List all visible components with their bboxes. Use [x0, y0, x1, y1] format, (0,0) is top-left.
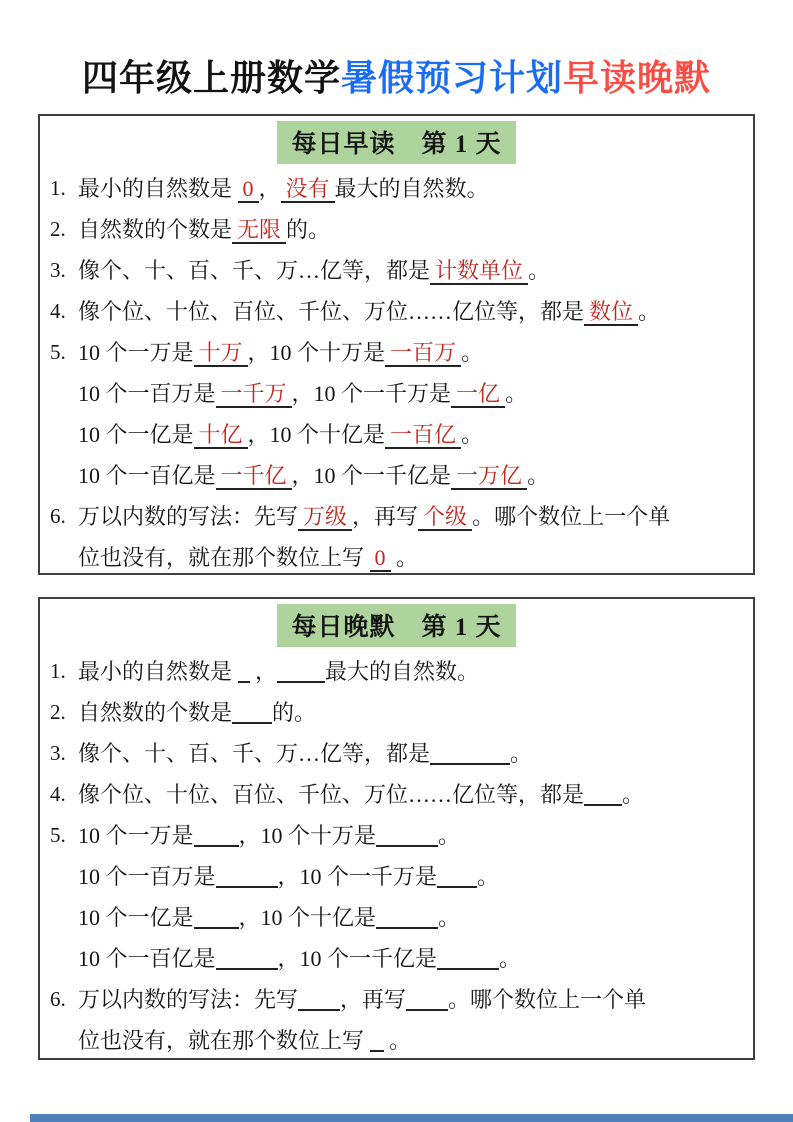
item-number: 1.	[50, 176, 66, 200]
item-text: 。	[622, 782, 645, 807]
blank-line	[437, 866, 477, 888]
answer-text: 一万亿	[451, 463, 527, 490]
page-title	[0, 50, 793, 101]
blank-line	[584, 784, 622, 806]
item-number: 2.	[50, 700, 66, 724]
item-number: 2.	[50, 217, 66, 241]
item-text: 。	[505, 381, 528, 406]
item-text: 。	[438, 823, 461, 848]
item-text: 自然数的个数是	[78, 217, 233, 242]
answer-text: 没有	[281, 176, 335, 203]
item-text: 最大的自然数。	[325, 659, 480, 684]
blank-line	[298, 989, 340, 1011]
item-text: 10 个一百亿是	[78, 946, 216, 971]
item-text: 。	[383, 1028, 412, 1053]
item-text: ，10 个十亿是	[238, 905, 377, 930]
item-text: ，10 个十万是	[238, 823, 377, 848]
item-line	[78, 250, 745, 291]
blank-line	[277, 661, 325, 683]
card-header: 每日早读 第 1 天	[277, 121, 515, 164]
item-number: 1.	[50, 659, 66, 683]
answer-text: 0	[370, 545, 391, 572]
item-text: 。	[477, 864, 500, 889]
blank-line	[370, 1030, 384, 1052]
item-text: 像个位、十位、百位、千位、万位……亿位等，都是	[78, 299, 585, 324]
item-text: 位也没有，就在那个数位上写	[78, 545, 370, 570]
card-header: 每日晚默 第 1 天	[277, 604, 515, 647]
answer-text: 一百万	[385, 340, 461, 367]
list-item	[50, 733, 745, 774]
list-item	[50, 250, 745, 291]
item-text: 的。	[286, 217, 331, 242]
blank-line	[232, 702, 272, 724]
item-text: ，10 个一千万是	[291, 381, 452, 406]
item-text: 。	[527, 463, 550, 488]
card-items	[40, 647, 753, 1061]
item-text: 。哪个数位上一个单	[472, 504, 671, 529]
blank-line	[238, 661, 250, 683]
item-line	[78, 774, 745, 815]
item-text: 最大的自然数。	[334, 176, 489, 201]
answer-text: 一亿	[451, 381, 505, 408]
item-text: 10 个一亿是	[78, 905, 194, 930]
list-item	[50, 291, 745, 332]
item-line	[78, 733, 745, 774]
item-text: ，10 个一千亿是	[291, 463, 452, 488]
item-number: 3.	[50, 741, 66, 765]
list-item	[50, 209, 745, 250]
list-item	[50, 332, 745, 496]
blank-line	[376, 825, 438, 847]
item-line	[78, 651, 745, 692]
item-text: ，10 个一千亿是	[277, 946, 438, 971]
item-text: 自然数的个数是	[78, 700, 233, 725]
title-grade-part: 四年级上册数学	[81, 57, 341, 98]
item-line	[78, 938, 745, 979]
blank-line	[194, 825, 239, 847]
item-text: 。	[528, 258, 551, 283]
answer-text: 0	[238, 176, 259, 203]
item-number: 5.	[50, 340, 66, 364]
blank-line	[430, 743, 510, 765]
blank-line	[194, 907, 239, 929]
answer-text: 无限	[232, 217, 286, 244]
list-item	[50, 774, 745, 815]
card-header-row	[40, 121, 753, 164]
item-line	[78, 414, 745, 455]
item-text: 10 个一百万是	[78, 381, 216, 406]
morning-reading-card	[38, 114, 755, 575]
card-items	[40, 164, 753, 578]
answer-text: 个级	[418, 504, 472, 531]
item-number: 4.	[50, 782, 66, 806]
item-line	[78, 168, 745, 209]
answer-text: 一千亿	[216, 463, 292, 490]
blank-line	[216, 948, 278, 970]
item-number: 4.	[50, 299, 66, 323]
item-text: 。	[510, 741, 533, 766]
item-text: ，10 个十万是	[247, 340, 386, 365]
blank-line	[376, 907, 438, 929]
item-number: 6.	[50, 987, 66, 1011]
answer-text: 一百亿	[385, 422, 461, 449]
item-line	[78, 692, 745, 733]
item-text: ，再写	[340, 987, 407, 1012]
card-header-row	[40, 604, 753, 647]
list-item	[50, 692, 745, 733]
item-line	[78, 537, 745, 578]
blank-line	[437, 948, 499, 970]
list-item	[50, 168, 745, 209]
item-text: ，再写	[352, 504, 419, 529]
item-text: 位也没有，就在那个数位上写	[78, 1028, 370, 1053]
item-text: 。哪个数位上一个单	[448, 987, 647, 1012]
item-text: 像个位、十位、百位、千位、万位……亿位等，都是	[78, 782, 585, 807]
item-text: 。	[461, 422, 484, 447]
item-text: 10 个一亿是	[78, 422, 194, 447]
evening-dictation-card	[38, 597, 755, 1060]
item-text: 10 个一万是	[78, 823, 194, 848]
footer-bar	[30, 1114, 793, 1122]
item-line	[78, 455, 745, 496]
list-item	[50, 815, 745, 979]
item-text: 万以内数的写法：先写	[78, 504, 299, 529]
title-plan-part: 暑假预习计划	[340, 57, 563, 98]
answer-text: 十亿	[194, 422, 248, 449]
item-text: 最小的自然数是	[78, 176, 238, 201]
item-line	[78, 332, 745, 373]
item-text: ，10 个一千万是	[277, 864, 438, 889]
item-line	[78, 856, 745, 897]
title-readmode-part: 早读晚默	[563, 57, 712, 98]
item-number: 6.	[50, 504, 66, 528]
item-text: 。	[390, 545, 419, 570]
blank-line	[406, 989, 448, 1011]
item-line	[78, 373, 745, 414]
item-line	[78, 1020, 745, 1061]
list-item	[50, 496, 745, 578]
item-text: 。	[638, 299, 661, 324]
item-text: 。	[499, 946, 522, 971]
item-text: ，	[258, 176, 281, 201]
answer-text: 数位	[584, 299, 638, 326]
item-text: 10 个一百亿是	[78, 463, 216, 488]
item-text: 像个、十、百、千、万…亿等，都是	[78, 741, 431, 766]
item-text: 10 个一百万是	[78, 864, 216, 889]
item-line	[78, 209, 745, 250]
answer-text: 万级	[298, 504, 352, 531]
item-text: 像个、十、百、千、万…亿等，都是	[78, 258, 431, 283]
answer-text: 计数单位	[430, 258, 528, 285]
answer-text: 一千万	[216, 381, 292, 408]
blank-line	[216, 866, 278, 888]
item-text: ，	[249, 659, 278, 684]
list-item	[50, 651, 745, 692]
item-text: 。	[438, 905, 461, 930]
list-item	[50, 979, 745, 1061]
item-line	[78, 979, 745, 1020]
item-text: ，10 个十亿是	[247, 422, 386, 447]
item-text: 最小的自然数是	[78, 659, 238, 684]
item-number: 3.	[50, 258, 66, 282]
item-text: 万以内数的写法：先写	[78, 987, 299, 1012]
answer-text: 十万	[194, 340, 248, 367]
item-text: 。	[461, 340, 484, 365]
item-text: 的。	[272, 700, 317, 725]
item-line	[78, 815, 745, 856]
item-text: 10 个一万是	[78, 340, 194, 365]
item-line	[78, 897, 745, 938]
item-line	[78, 291, 745, 332]
item-number: 5.	[50, 823, 66, 847]
item-line	[78, 496, 745, 537]
